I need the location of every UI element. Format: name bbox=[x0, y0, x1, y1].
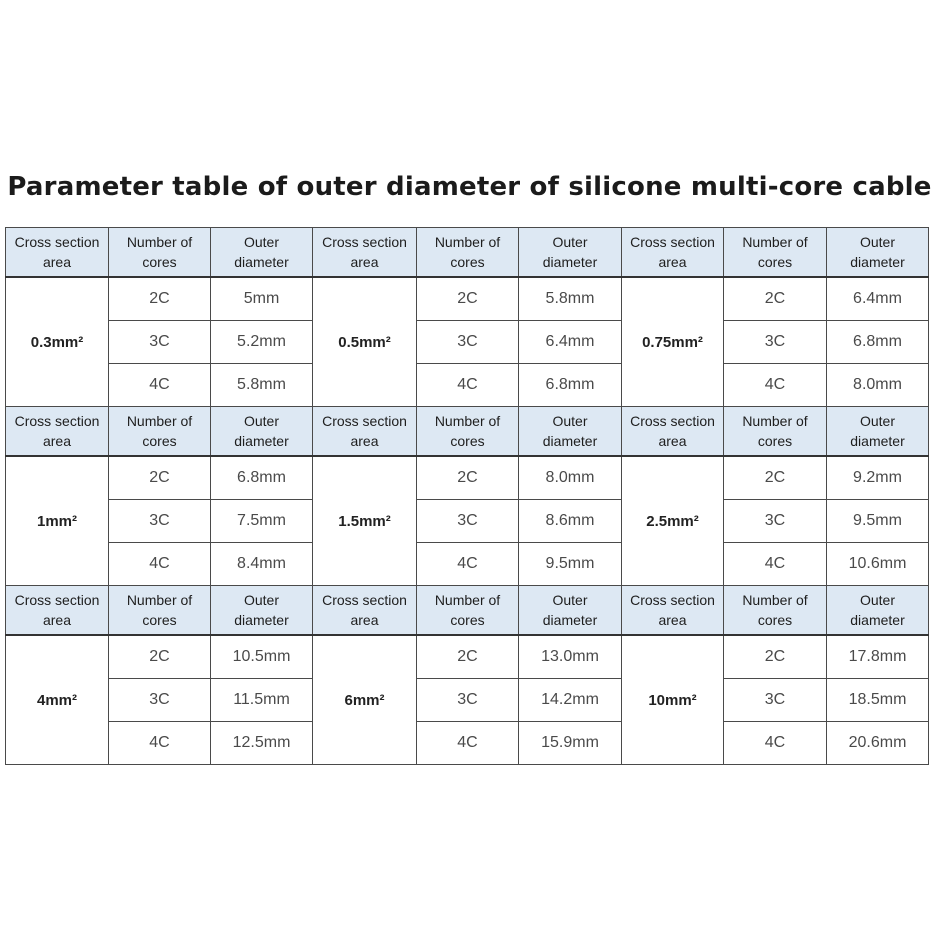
cross-section-area-cell: 4mm² bbox=[6, 635, 109, 765]
header-line: diameter bbox=[850, 254, 905, 270]
outer-diameter-cell: 6.8mm bbox=[519, 364, 622, 407]
table-body bbox=[6, 228, 929, 765]
outer-diameter-cell: 5.8mm bbox=[211, 364, 313, 407]
header-line: Number of bbox=[434, 592, 501, 608]
header-line: Outer bbox=[552, 234, 588, 250]
outer-diameter-cell: 11.5mm bbox=[211, 679, 313, 722]
header-line: Outer bbox=[859, 234, 895, 250]
cores-cell: 3C bbox=[417, 679, 519, 722]
cores-cell: 2C bbox=[417, 635, 519, 679]
cores-cell: 2C bbox=[109, 277, 211, 321]
header-number-of-cores bbox=[724, 228, 827, 278]
header-line: Number of bbox=[434, 234, 501, 250]
header-line: cores bbox=[450, 612, 485, 628]
header-outer-diameter bbox=[519, 586, 622, 636]
cross-section-area-cell: 6mm² bbox=[313, 635, 417, 765]
header-line: Cross section bbox=[322, 413, 407, 429]
outer-diameter-cell: 6.8mm bbox=[211, 456, 313, 500]
outer-diameter-cell: 14.2mm bbox=[519, 679, 622, 722]
header-row bbox=[6, 407, 929, 457]
cores-cell: 3C bbox=[417, 321, 519, 364]
header-line: area bbox=[42, 433, 72, 449]
header-line: cores bbox=[757, 254, 793, 270]
cores-cell: 3C bbox=[109, 321, 211, 364]
cross-section-area-cell: 0.5mm² bbox=[313, 277, 417, 407]
header-row bbox=[6, 228, 929, 278]
cores-cell: 3C bbox=[109, 679, 211, 722]
header-number-of-cores bbox=[417, 586, 519, 636]
cross-section-area-cell: 2.5mm² bbox=[622, 456, 724, 586]
header-line: area bbox=[42, 254, 72, 270]
header-line: area bbox=[350, 612, 379, 628]
outer-diameter-cell: 5mm bbox=[211, 277, 313, 321]
outer-diameter-cell: 8.6mm bbox=[519, 500, 622, 543]
cores-cell: 2C bbox=[417, 277, 519, 321]
header-cross-section-area bbox=[313, 407, 417, 457]
header-line: cores bbox=[450, 254, 485, 270]
header-cross-section-area bbox=[6, 407, 109, 457]
header-line: area bbox=[658, 612, 687, 628]
header-line: Number of bbox=[434, 413, 501, 429]
table-row bbox=[6, 500, 929, 543]
header-line: area bbox=[350, 433, 379, 449]
header-line: cores bbox=[450, 433, 485, 449]
header-number-of-cores bbox=[724, 407, 827, 457]
header-number-of-cores bbox=[417, 228, 519, 278]
cores-cell: 3C bbox=[724, 321, 827, 364]
cores-cell: 3C bbox=[724, 679, 827, 722]
header-line: Number of bbox=[126, 413, 193, 429]
header-outer-diameter bbox=[827, 228, 929, 278]
header-number-of-cores bbox=[109, 586, 211, 636]
page-title: Parameter table of outer diameter of silicone multi-core cable bbox=[7, 172, 932, 202]
outer-diameter-cell: 6.4mm bbox=[827, 277, 929, 321]
header-line: diameter bbox=[850, 433, 905, 449]
outer-diameter-cell: 5.8mm bbox=[519, 277, 622, 321]
header-line: area bbox=[42, 612, 72, 628]
header-line: area bbox=[350, 254, 379, 270]
header-number-of-cores bbox=[724, 586, 827, 636]
cores-cell: 2C bbox=[109, 456, 211, 500]
header-line: area bbox=[658, 254, 687, 270]
outer-diameter-cell: 7.5mm bbox=[211, 500, 313, 543]
table-row bbox=[6, 635, 929, 679]
outer-diameter-cell: 9.2mm bbox=[827, 456, 929, 500]
header-line: Outer bbox=[552, 592, 588, 608]
outer-diameter-cell: 8.4mm bbox=[211, 543, 313, 586]
header-line: Number of bbox=[742, 413, 808, 429]
cross-section-area-cell: 1.5mm² bbox=[313, 456, 417, 586]
header-line: cores bbox=[757, 612, 793, 628]
header-line: Cross section bbox=[322, 234, 407, 250]
outer-diameter-cell: 6.4mm bbox=[519, 321, 622, 364]
cores-cell: 2C bbox=[109, 635, 211, 679]
header-number-of-cores bbox=[109, 228, 211, 278]
header-outer-diameter bbox=[519, 407, 622, 457]
header-outer-diameter bbox=[211, 586, 313, 636]
outer-diameter-cell: 8.0mm bbox=[827, 364, 929, 407]
header-cross-section-area bbox=[313, 586, 417, 636]
header-cross-section-area bbox=[313, 228, 417, 278]
header-line: diameter bbox=[234, 254, 289, 270]
header-number-of-cores bbox=[109, 407, 211, 457]
header-line: area bbox=[658, 433, 687, 449]
header-cross-section-area bbox=[622, 228, 724, 278]
header-line: Outer bbox=[552, 413, 588, 429]
cores-cell: 4C bbox=[417, 543, 519, 586]
header-line: diameter bbox=[850, 612, 905, 628]
header-line: Cross section bbox=[630, 413, 715, 429]
cores-cell: 2C bbox=[724, 635, 827, 679]
outer-diameter-cell: 20.6mm bbox=[827, 722, 929, 765]
header-line: Number of bbox=[742, 234, 808, 250]
cores-cell: 4C bbox=[724, 364, 827, 407]
table-row bbox=[6, 543, 929, 586]
header-line: cores bbox=[142, 433, 177, 449]
cores-cell: 4C bbox=[724, 722, 827, 765]
outer-diameter-cell: 10.5mm bbox=[211, 635, 313, 679]
header-line: Cross section bbox=[630, 234, 715, 250]
header-line: cores bbox=[142, 254, 177, 270]
cross-section-area-cell: 1mm² bbox=[6, 456, 109, 586]
cores-cell: 4C bbox=[417, 364, 519, 407]
header-number-of-cores bbox=[417, 407, 519, 457]
outer-diameter-cell: 15.9mm bbox=[519, 722, 622, 765]
header-line: Outer bbox=[243, 592, 279, 608]
table-row bbox=[6, 679, 929, 722]
header-line: diameter bbox=[542, 254, 598, 270]
header-line: Number of bbox=[126, 234, 193, 250]
cross-section-area-cell: 0.75mm² bbox=[622, 277, 724, 407]
header-cross-section-area bbox=[6, 586, 109, 636]
outer-diameter-cell: 6.8mm bbox=[827, 321, 929, 364]
outer-diameter-cell: 8.0mm bbox=[519, 456, 622, 500]
outer-diameter-cell: 12.5mm bbox=[211, 722, 313, 765]
header-line: Cross section bbox=[14, 234, 100, 250]
cross-section-area-cell: 0.3mm² bbox=[6, 277, 109, 407]
outer-diameter-cell: 13.0mm bbox=[519, 635, 622, 679]
outer-diameter-cell: 10.6mm bbox=[827, 543, 929, 586]
header-line: diameter bbox=[234, 612, 289, 628]
header-line: Cross section bbox=[322, 592, 407, 608]
header-cross-section-area bbox=[622, 586, 724, 636]
header-outer-diameter bbox=[211, 228, 313, 278]
cores-cell: 4C bbox=[109, 364, 211, 407]
cores-cell: 2C bbox=[724, 277, 827, 321]
header-line: Number of bbox=[126, 592, 193, 608]
header-line: Cross section bbox=[14, 592, 100, 608]
header-cross-section-area bbox=[6, 228, 109, 278]
header-line: diameter bbox=[234, 433, 289, 449]
header-line: Cross section bbox=[14, 413, 100, 429]
header-row bbox=[6, 586, 929, 636]
table-row bbox=[6, 456, 929, 500]
header-line: Number of bbox=[742, 592, 808, 608]
outer-diameter-cell: 18.5mm bbox=[827, 679, 929, 722]
cores-cell: 2C bbox=[724, 456, 827, 500]
header-outer-diameter bbox=[519, 228, 622, 278]
table-row bbox=[6, 277, 929, 321]
cores-cell: 4C bbox=[109, 722, 211, 765]
cores-cell: 2C bbox=[417, 456, 519, 500]
header-line: diameter bbox=[542, 433, 598, 449]
header-line: Outer bbox=[243, 234, 279, 250]
table-row bbox=[6, 364, 929, 407]
header-outer-diameter bbox=[827, 586, 929, 636]
cores-cell: 3C bbox=[109, 500, 211, 543]
header-line: Outer bbox=[859, 413, 895, 429]
cores-cell: 3C bbox=[417, 500, 519, 543]
cable-parameter-table bbox=[5, 227, 929, 765]
cores-cell: 4C bbox=[417, 722, 519, 765]
header-cross-section-area bbox=[622, 407, 724, 457]
header-outer-diameter bbox=[827, 407, 929, 457]
header-outer-diameter bbox=[211, 407, 313, 457]
outer-diameter-cell: 5.2mm bbox=[211, 321, 313, 364]
table-row bbox=[6, 722, 929, 765]
outer-diameter-cell: 9.5mm bbox=[519, 543, 622, 586]
header-line: diameter bbox=[542, 612, 598, 628]
cores-cell: 3C bbox=[724, 500, 827, 543]
outer-diameter-cell: 9.5mm bbox=[827, 500, 929, 543]
cross-section-area-cell: 10mm² bbox=[622, 635, 724, 765]
header-line: cores bbox=[142, 612, 177, 628]
header-line: cores bbox=[757, 433, 793, 449]
header-line: Outer bbox=[243, 413, 279, 429]
outer-diameter-cell: 17.8mm bbox=[827, 635, 929, 679]
cores-cell: 4C bbox=[724, 543, 827, 586]
table-row bbox=[6, 321, 929, 364]
header-line: Outer bbox=[859, 592, 895, 608]
header-line: Cross section bbox=[630, 592, 715, 608]
cores-cell: 4C bbox=[109, 543, 211, 586]
